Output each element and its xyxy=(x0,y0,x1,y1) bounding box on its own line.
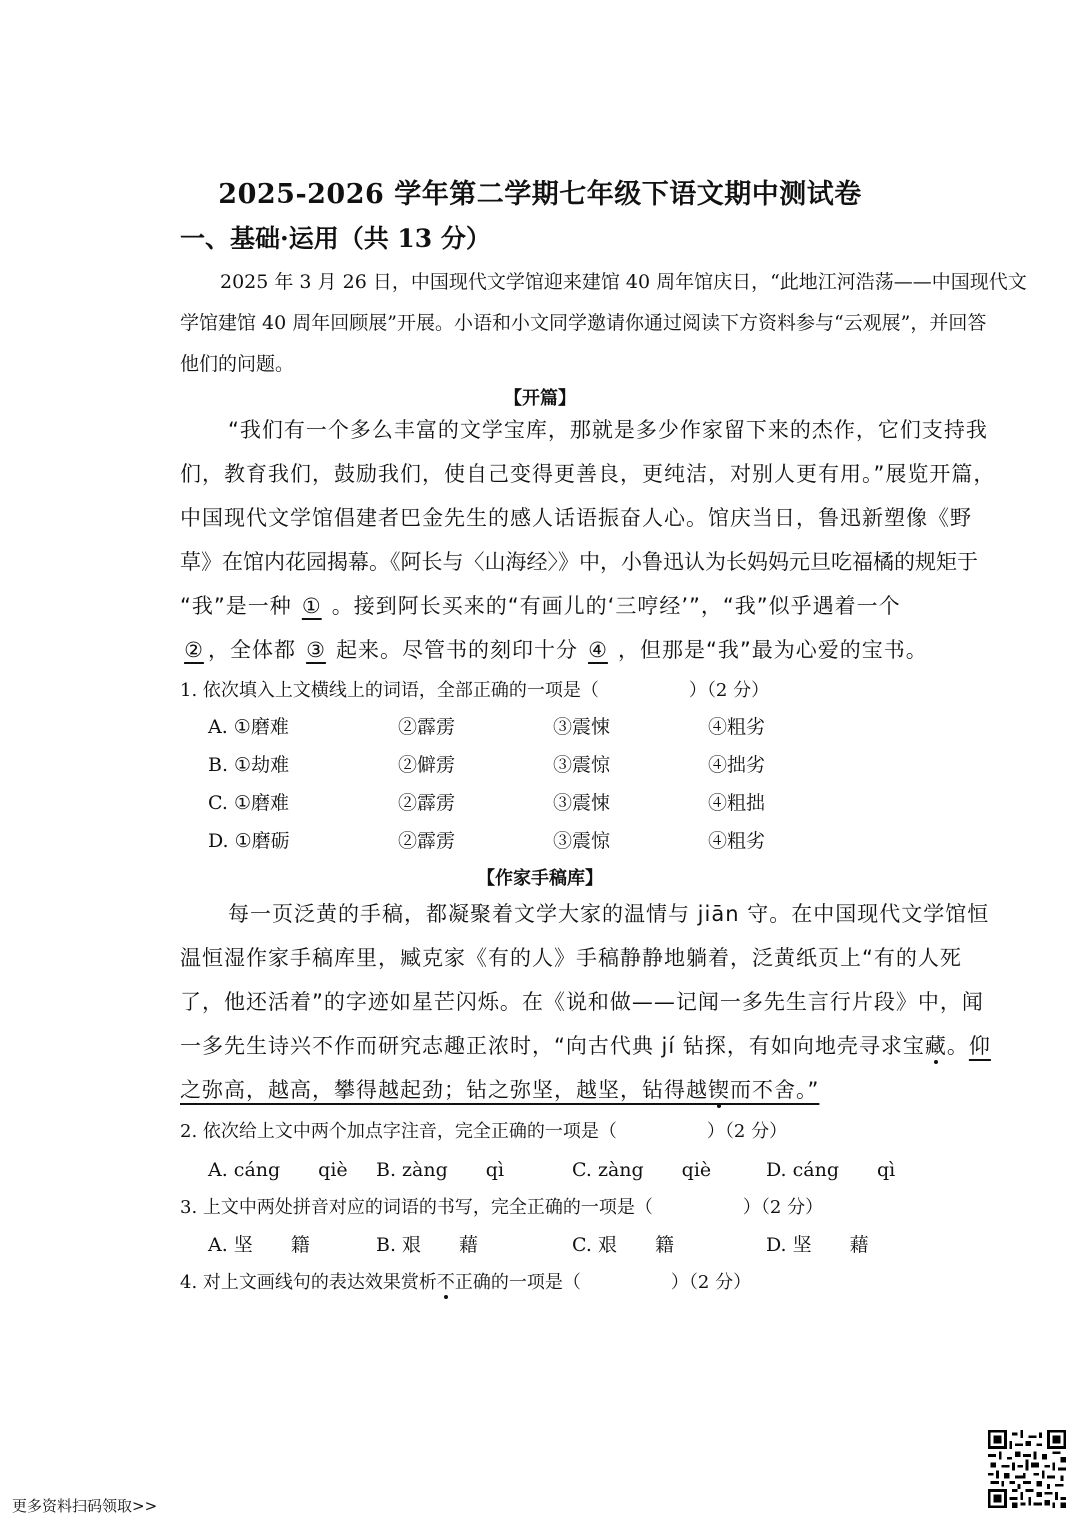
dotted-char-cang: 藏 xyxy=(924,1034,947,1058)
exam-page: 2025-2026 学年第二学期七年级下语文期中测试卷 一、基础·运用（共 13 分） 2025 年 3 月 26 日，中国现代文学馆迎来建馆 40 周年馆庆日，“此地江河浩荡——中国现代文 学馆建馆 40 周年回顾展”开展。小语和小文同学邀请你通过阅读下方资料参与“云观展”，并回答 他们的问题。 【开篇】 “我们有一个多么丰富的文学宝库，那就是多少作家留下来的杰作，它们支持我 们，教育我们，鼓励我们，使自己变得更善良，更纯洁，对别人更有用。”展览开篇， 中国现代文学馆倡建者巴金先生的感人话语振奋人心。馆庆当日，鲁迅新塑像《野 草》在馆内花园揭幕。《阿长与〈山海经〉》中，小鲁迅认为长妈妈元旦吃福橘的规矩于 “我”是一种 ① 。接到阿长买来的“有画儿的‘三哼经’”，“我”似乎遇着一个 ② ，全体都 ③ 起来。尽管书的刻印十分 ④ ，但那是“我”最为心爱的宝书。 1. 依次填入上文横线上的词语，全部正确的一项是（ ）（2 分） A. ①磨难 ②霹雳 ③震悚 ④粗劣 B. ①劫难 ②僻雳 ③震惊 ④拙劣 C. ①磨难 ②霹雳 ③震悚 ④粗拙 D. ①磨砺 ②霹雳 ③震惊 ④粗劣 【作家手稿库】 每一页泛黄的手稿，都凝聚着文学大家的温情与 jiān 守。在中国现代文学馆恒 温恒湿作家手稿库里，臧克家《有的人》手稿静静地躺着，泛黄纸页上“有的人死 了，他还活着”的字迹如星芒闪烁。在《说和做——记闻一多先生言行片段》中，闻 一多先生诗兴不作而研究志趣正浓时，“向古代典 jí 钻探，有如向地壳寻求宝藏。仰 之弥高，越高，攀得越起劲；钻之弥坚，越坚，钻得越锲而不舍。” 2. 依次给上文中两个加点字注音，完全正确的一项是（ ）（2 分） A. cáng qiè B. zàng qì C. zàng qiè D. cáng qì 3. 上文中两处拼音对应的词语的书写，完全正确的一项是（ ）（2 分） A. 坚 籍 B. 艰 藉 C. 艰 籍 D. 坚 藉 4. 对上文画线句的表达效果赏析不正确的一项是（ ）（2 分） 更多资料扫码领取>> xyxy=(0,0,1080,1523)
part1-line-5: “我”是一种 ① 。接到阿长买来的“有画儿的‘三哼经’”，“我”似乎遇着一个 xyxy=(180,584,1030,628)
question-1-stem: 1. 依次填入上文横线上的词语，全部正确的一项是（ ）（2 分） xyxy=(180,680,770,701)
part1-heading: 【开篇】 xyxy=(504,388,576,409)
question-2-stem: 2. 依次给上文中两个加点字注音，完全正确的一项是（ ）（2 分） xyxy=(180,1121,788,1142)
part2-line-2: 温恒湿作家手稿库里，臧克家《有的人》手稿静静地躺着，泛黄纸页上“有的人死 xyxy=(180,946,962,970)
blank-2: ② xyxy=(184,638,204,662)
q3-option-d[interactable]: D. 坚 藉 xyxy=(766,1234,869,1256)
part2-line-1: 每一页泛黄的手稿，都凝聚着文学大家的温情与 jiān 守。在中国现代文学馆恒 xyxy=(228,902,990,926)
question-4-stem: 4. 对上文画线句的表达效果赏析不正确的一项是（ ）（2 分） xyxy=(180,1272,752,1293)
underlined-sentence: 之弥高，越高，攀得越起劲；钻之弥坚，越坚，钻得越锲而不舍。” xyxy=(180,1078,820,1102)
intro-line-1: 2025 年 3 月 26 日，中国现代文学馆迎来建馆 40 周年馆庆日，“此地江河浩荡——中国现代文 xyxy=(220,271,1027,293)
footer-scan-prompt[interactable]: 更多资料扫码领取>> xyxy=(12,1497,158,1515)
dotted-char-bu: 不 xyxy=(436,1272,455,1293)
part1-line-2: 们，教育我们，鼓励我们，使自己变得更善良，更纯洁，对别人更有用。”展览开篇， xyxy=(180,462,996,486)
part1-line-3: 中国现代文学馆倡建者巴金先生的感人话语振奋人心。馆庆当日，鲁迅新塑像《野 xyxy=(180,506,972,530)
part1-line-6: ② ，全体都 ③ 起来。尽管书的刻印十分 ④ ，但那是“我”最为心爱的宝书。 xyxy=(180,628,1030,672)
q3-option-a[interactable]: A. 坚 籍 xyxy=(208,1234,310,1256)
part1-line-4: 草》在馆内花园揭幕。《阿长与〈山海经〉》中，小鲁迅认为长妈妈元旦吃福橘的规矩于 xyxy=(180,550,978,574)
intro-paragraph xyxy=(180,262,1030,385)
part2-paragraph xyxy=(180,892,1030,1112)
intro-line-3: 他们的问题。 xyxy=(180,353,295,375)
part2-line-5 xyxy=(180,1068,1030,1112)
question-3-stem: 3. 上文中两处拼音对应的词语的书写，完全正确的一项是（ ）（2 分） xyxy=(180,1197,824,1218)
q2-option-a[interactable]: A. cáng qiè xyxy=(208,1159,348,1181)
part1-paragraph xyxy=(180,408,1030,672)
q2-option-c[interactable]: C. zàng qiè xyxy=(572,1159,712,1181)
part2-heading: 【作家手稿库】 xyxy=(477,868,603,889)
q2-option-d[interactable]: D. cáng qì xyxy=(766,1159,896,1181)
blank-3: ③ xyxy=(306,638,326,662)
q3-option-c[interactable]: C. 艰 籍 xyxy=(572,1234,674,1256)
blank-4: ④ xyxy=(588,638,608,662)
q3-option-b[interactable]: B. 艰 藉 xyxy=(376,1234,479,1256)
dotted-char-qie: 锲 xyxy=(708,1078,730,1102)
q2-option-b[interactable]: B. zàng qì xyxy=(376,1159,505,1181)
part2-line-3: 了，他还活着”的字迹如星芒闪烁。在《说和做——记闻一多先生言行片段》中，闻 xyxy=(180,990,984,1014)
exam-title: 2025-2026 学年第二学期七年级下语文期中测试卷 xyxy=(218,179,862,210)
intro-line-2: 学馆建馆 40 周年回顾展”开展。小语和小文同学邀请你通过阅读下方资料参与“云观展”，并回答 xyxy=(180,312,987,334)
part2-line-4: 一多先生诗兴不作而研究志趣正浓时，“向古代典 jí 钻探，有如向地壳寻求宝藏。仰 xyxy=(180,1034,991,1058)
qr-code-icon[interactable] xyxy=(988,1430,1066,1508)
part1-line-1: “我们有一个多么丰富的文学宝库，那就是多少作家留下来的杰作，它们支持我 xyxy=(228,418,988,442)
underlined-sentence-start: 仰 xyxy=(968,1034,991,1058)
blank-1: ① xyxy=(301,594,322,618)
section-heading: 一、基础·运用（共 13 分） xyxy=(180,224,491,253)
